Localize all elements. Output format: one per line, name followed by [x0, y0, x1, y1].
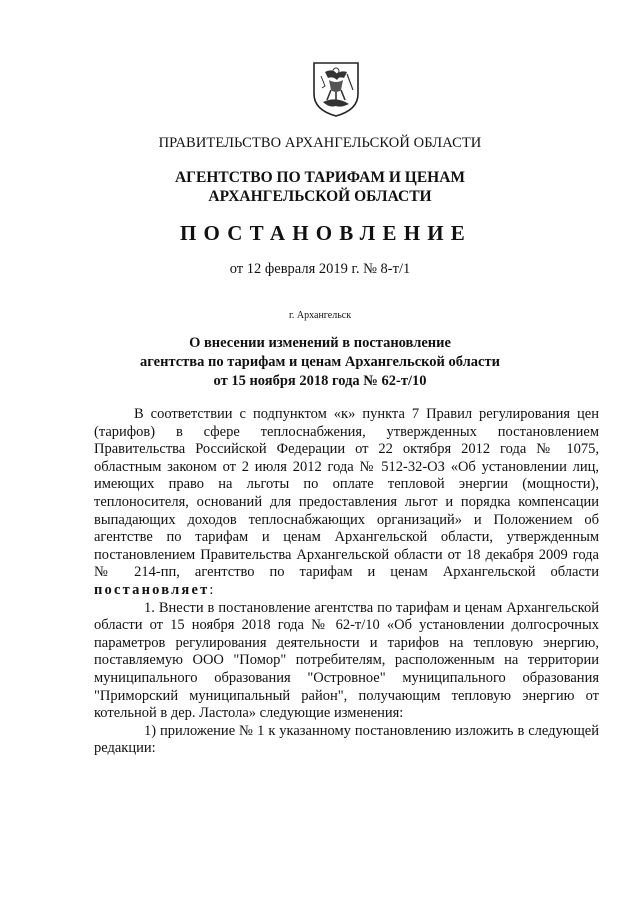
preamble-paragraph [94, 406, 599, 600]
coat-of-arms-icon [311, 60, 361, 118]
document-body [94, 406, 599, 758]
subject-line1: О внесении изменений в постановление [189, 335, 451, 351]
document-type-title: ПОСТАНОВЛЕНИЕ [179, 221, 473, 245]
agency-name-line1: АГЕНТСТВО ПО ТАРИФАМ И ЦЕНАМ [174, 169, 466, 186]
subject-line3: от 15 ноября 2018 года № 62-т/10 [213, 373, 427, 389]
agency-name [0, 168, 640, 206]
document-subject [0, 334, 640, 391]
date-and-number: от 12 февраля 2019 г. № 8-т/1 [229, 261, 411, 277]
agency-name-line2: АРХАНГЕЛЬСКОЙ ОБЛАСТИ [208, 188, 432, 205]
government-name: ПРАВИТЕЛЬСТВО АРХАНГЕЛЬСКОЙ ОБЛАСТИ [158, 135, 482, 151]
item-1-1-paragraph: 1) приложение № 1 к указанному постановлению изложить в следующей редакции: [94, 722, 599, 757]
item-1-paragraph: 1. Внести в постановление агентства по тарифам и ценам Архангельской области от 15 ноября 2018 года № 62-т/10 «Об установлении долгосрочных параметров регулирования деятельности и тарифов на тепловую энергию, поставляемую ООО "Помор" потребителям, расположенным на территории муниципального образования "Островное" муниципального образования "Приморский муниципальный район", получающим тепловую энергию от котельной в дер. Ластола» следующие изменения: [94, 599, 599, 722]
subject-line2: агентства по тарифам и ценам Архангельской области [140, 354, 500, 370]
decree-colon: : [209, 581, 214, 598]
decree-word: постановляет [94, 581, 210, 598]
preamble-text: В соответствии с подпунктом «к» пункта 7 Правил регулирования цен (тарифов) в сфере теплоснабжения, утвержденных постановлением Правительства Российской Федерации от 22 октября 2012 года № 1075, областным законом от 2 июля 2012 года № 512-32-ОЗ «Об установлении лиц, имеющих право на льготы по оплате тепловой энергии (мощности), теплоносителя, оснований для предоставления льгот и порядка компенсации выпадающих доходов теплоснабжающих организаций» и Положением об агентстве по тарифам и ценам Архангельской области, утвержденным постановлением Правительства Архангельской области от 18 декабря 2009 года № 214-пп, агентство по тарифам и ценам Архангельской области [94, 406, 599, 581]
city-name: г. Архангельск [288, 310, 352, 321]
